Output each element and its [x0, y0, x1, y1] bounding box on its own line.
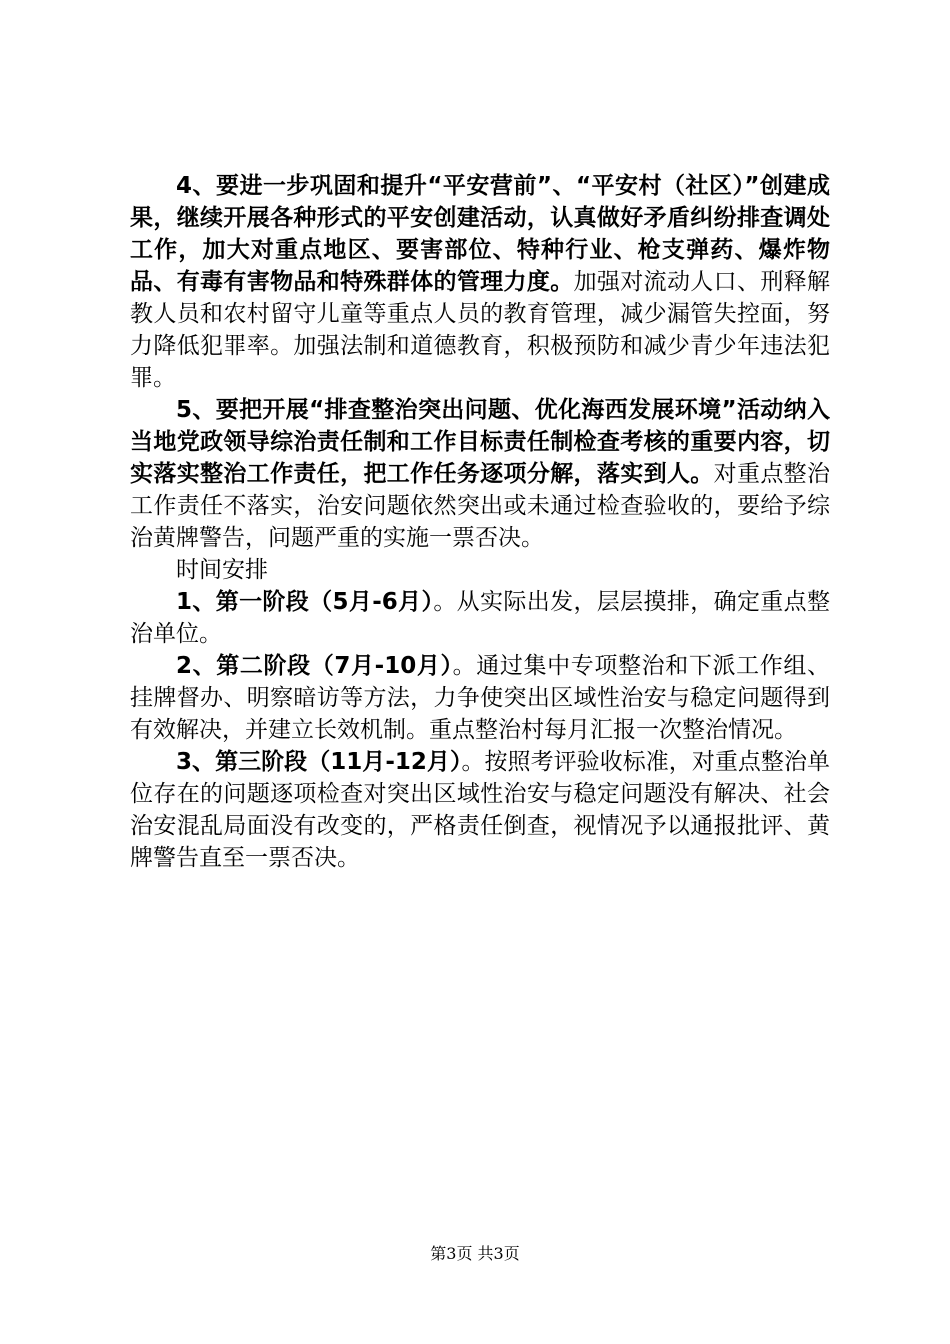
phase-2-text: 。通过集中专项整治和下派工作组、挂牌督办、明察暗访等方法，力争使突出区域性治安与稳定问题得到有效解决，并建立长效机制。重点整治村每月汇报一次整治情况。: [130, 653, 831, 743]
paragraph-4: [130, 170, 830, 394]
phase-3-text: 。按照考评验收标准，对重点整治单位存在的问题逐项检查对突出区域性治安与稳定问题没有解决、社会治安混乱局面没有改变的，严格责任倒查，视情况予以通报批评、黄牌警告直至一票否决。: [130, 749, 830, 871]
phase-3-bold: 3、第三阶段（11月-12月）: [176, 749, 462, 775]
section-heading: 时间安排: [176, 557, 268, 583]
paragraph-5: [130, 394, 830, 554]
paragraph-5-bold: 5、要把开展“排查整治突出问题、优化海西发展环境”活动纳入当地党政领导综治责任制和工作目标责任制检查考核的重要内容，切实落实整治工作责任，把工作任务逐项分解，落实到人。: [130, 397, 830, 487]
phase-2: [130, 650, 830, 746]
paragraph-5-text: 对重点整治工作责任不落实，治安问题依然突出或未通过检查验收的，要给予综治黄牌警告，问题严重的实施一票否决。: [130, 461, 831, 551]
phase-2-bold: 2、第二阶段（7月-10月）: [176, 653, 453, 679]
paragraph-4-bold: 4、要进一步巩固和提升“平安营前”、“平安村（社区）”创建成果，继续开展各种形式的平安创建活动，认真做好矛盾纠纷排查调处工作，加大对重点地区、要害部位、特种行业、枪支弹药、爆炸物品、有毒有害物品和特殊群体的管理力度。: [130, 173, 830, 295]
document-body: [130, 170, 830, 874]
paragraph-4-text: 加强对流动人口、刑释解教人员和农村留守儿童等重点人员的教育管理，减少漏管失控面，努力降低犯罪率。加强法制和道德教育，积极预防和减少青少年违法犯罪。: [130, 269, 831, 391]
phase-1-text: 。从实际出发，层层摸排，确定重点整治单位。: [130, 589, 831, 647]
phase-3: [130, 746, 830, 874]
page-footer: 第3页 共3页: [430, 1244, 520, 1263]
phase-1: [130, 586, 830, 650]
phase-1-bold: 1、第一阶段（5月-6月）: [176, 589, 434, 615]
